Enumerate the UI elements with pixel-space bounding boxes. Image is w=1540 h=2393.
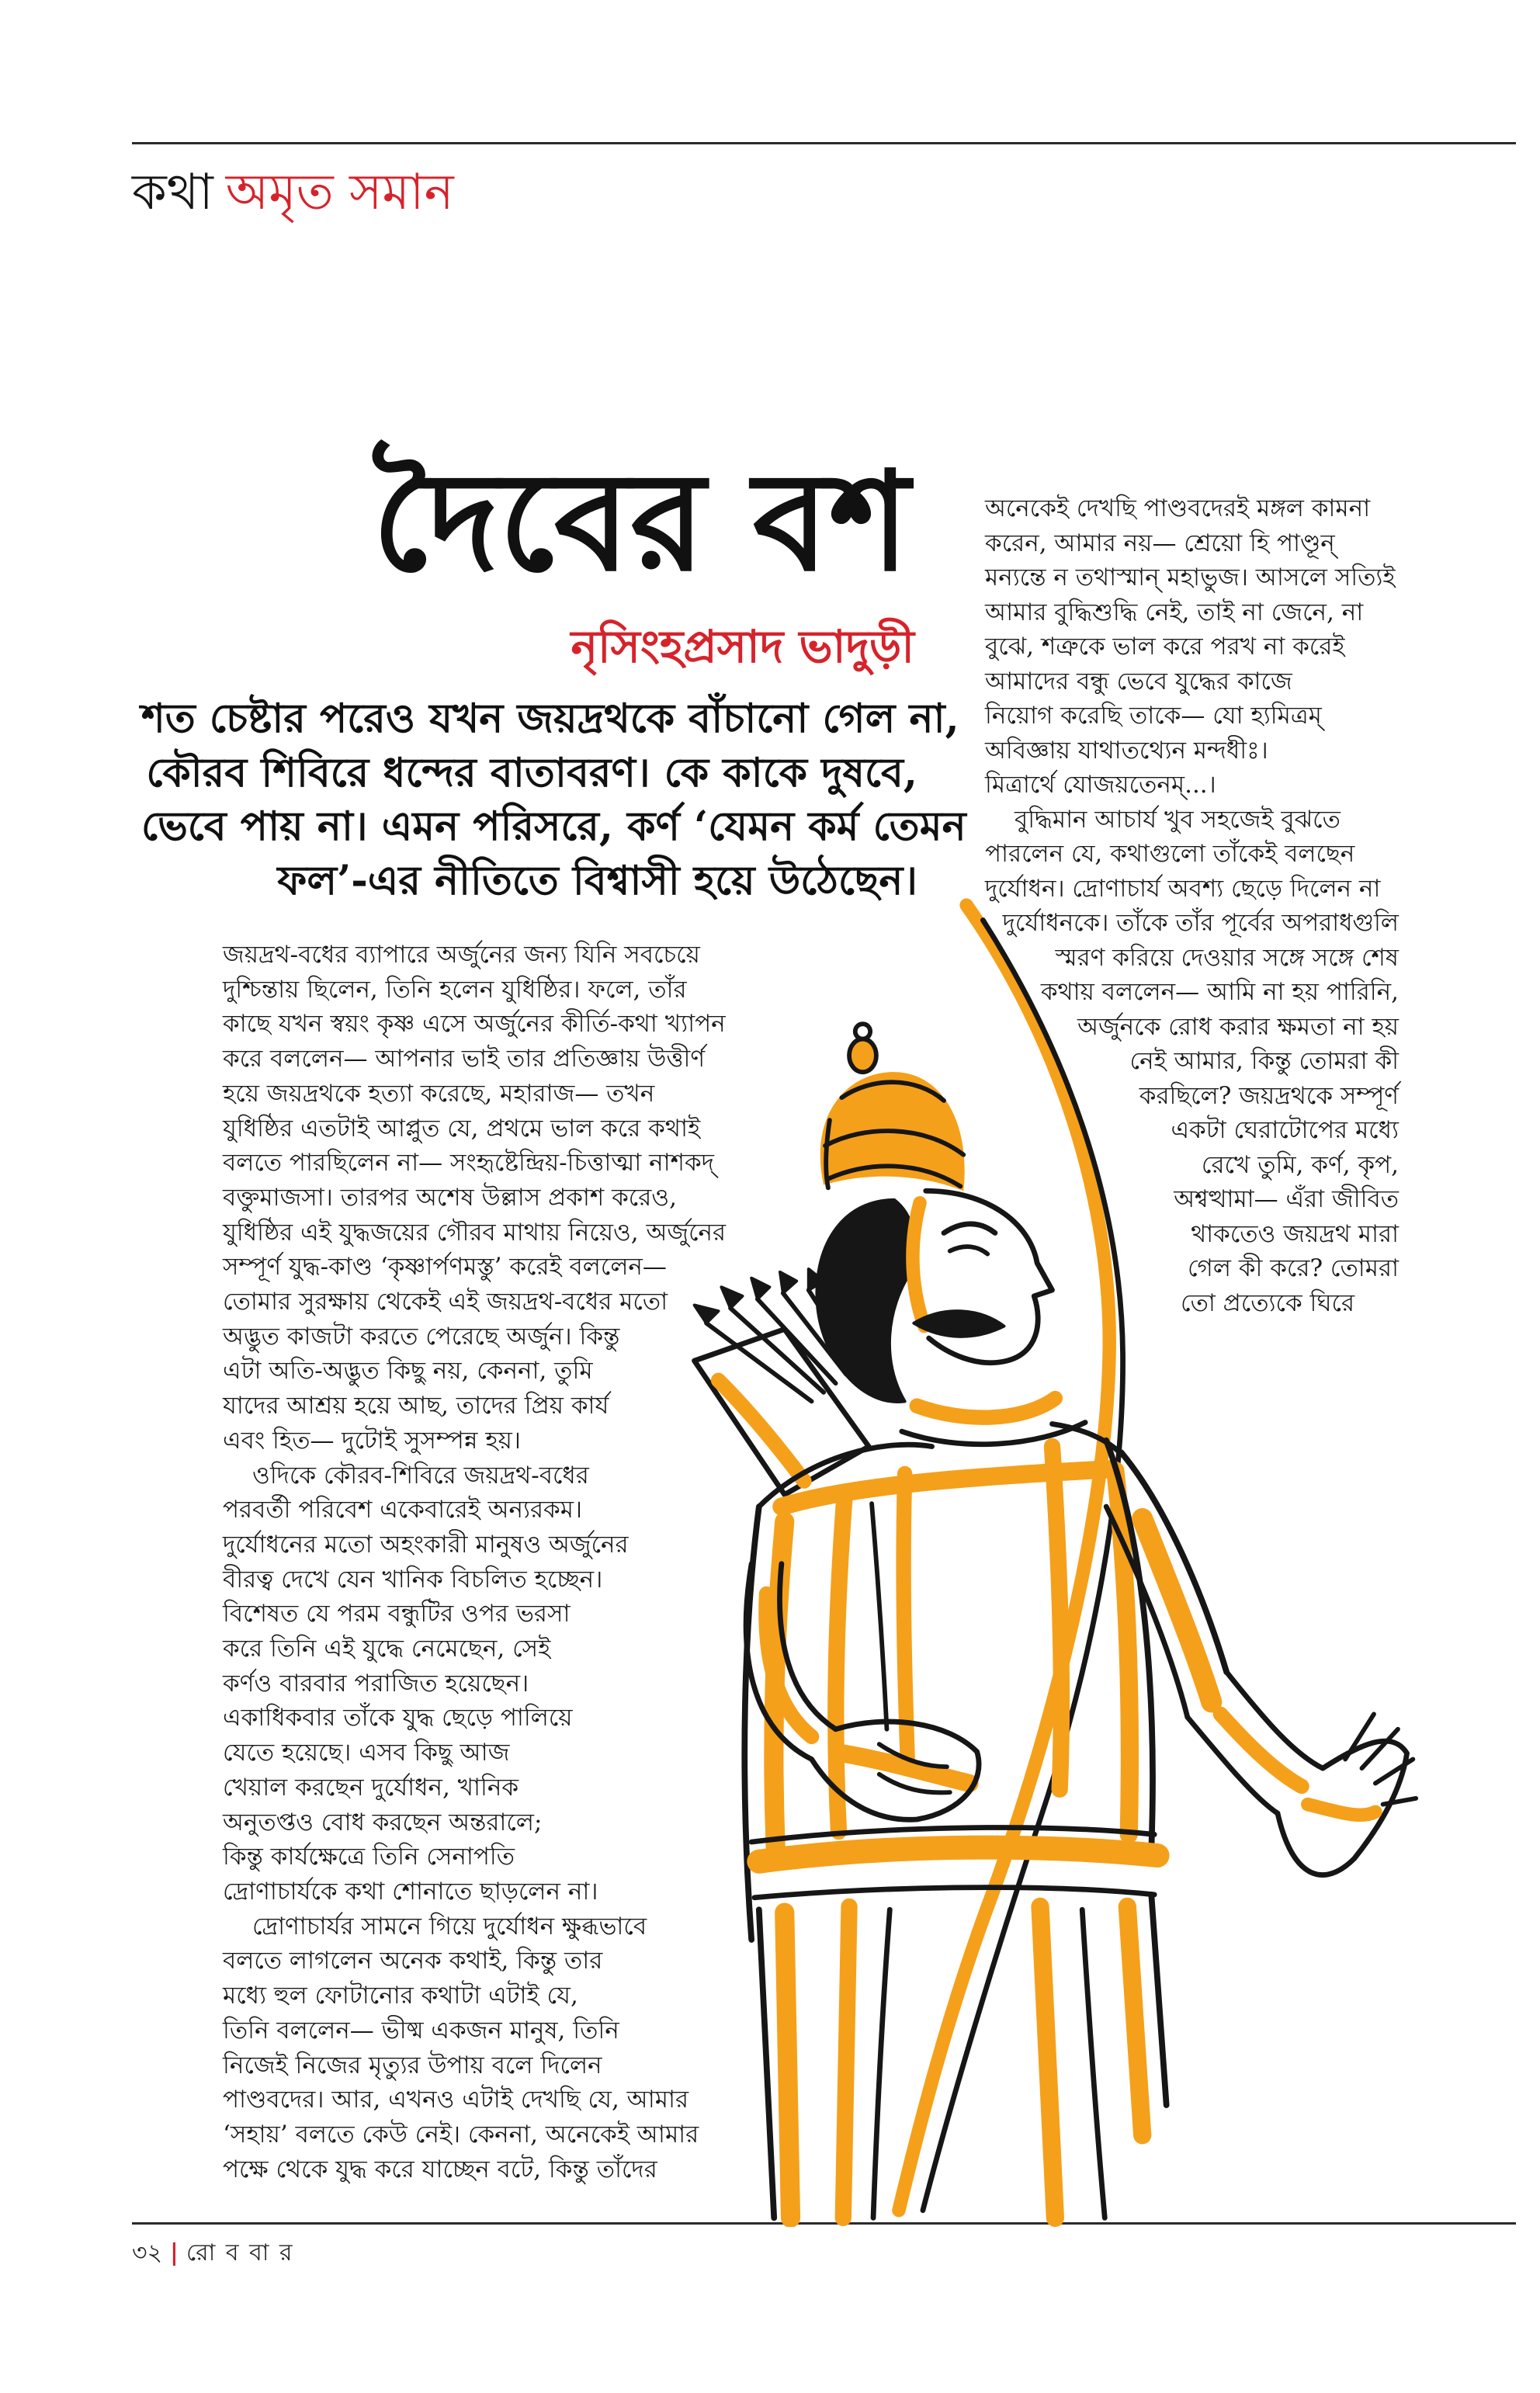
left-column-line: করে বললেন— আপনার ভাই তার প্রতিজ্ঞায় উত্তীর্ণ bbox=[223, 1045, 706, 1073]
left-column-paragraph-start: দ্রোণাচার্যর সামনে গিয়ে দুর্যোধন ক্ষুব্ধভাবে bbox=[252, 1912, 647, 1940]
right-column-line: নেই আমার, কিন্তু তোমরা কী bbox=[1129, 1047, 1399, 1075]
right-column-line: মিত্রার্থে যোজয়তেনম্...। bbox=[985, 771, 1216, 799]
right-column-line: অবিজ্ঞায় যাথাতথ্যেন মন্দধীঃ। bbox=[985, 736, 1268, 765]
left-column-line: মধ্যে হুল ফোটানোর কথাটা এটাই যে, bbox=[223, 1982, 578, 2010]
left-column-line: দুশ্চিন্তায় ছিলেন, তিনি হলেন যুধিষ্ঠির। ফলে, তাঁর bbox=[223, 975, 687, 1004]
eye bbox=[950, 1247, 987, 1254]
right-column-line: একটা ঘেরাটোপের মধ্যে bbox=[1171, 1116, 1399, 1144]
hair bbox=[817, 1200, 914, 1402]
left-column-line: তোমার সুরক্ষায় থেকেই এই জয়দ্রথ-বধের মতো bbox=[223, 1288, 668, 1316]
left-column-line: হয়ে জয়দ্রথকে হত্যা করেছে, মহারাজ— তখন bbox=[223, 1079, 655, 1108]
left-column-line: দ্রোণাচার্যকে কথা শোনাতে ছাড়লেন না। bbox=[223, 1877, 598, 1906]
article-author: নৃসিংহপ্রসাদ ভাদুড়ী bbox=[571, 620, 914, 673]
right-column-line: অশ্বত্থামা— এঁরা জীবিত bbox=[1174, 1185, 1399, 1213]
top-rule bbox=[132, 142, 1516, 144]
section-header-lead: কথা bbox=[132, 164, 213, 221]
left-column-paragraph-start: ওদিকে কৌরব-শিবিরে জয়দ্রথ-বধের bbox=[252, 1461, 589, 1490]
right-column-line: দুর্যোধনকে। তাঁকে তাঁর পূর্বের অপরাধগুলি bbox=[1002, 909, 1399, 937]
left-column-line: করে তিনি এই যুদ্ধে নেমেছেন, সেই bbox=[223, 1635, 551, 1663]
left-column-line: জয়দ্রথ-বধের ব্যাপারে অর্জুনের জন্য যিনি সবচেয়ে bbox=[223, 941, 700, 969]
left-column-line: অনুতপ্তও বোধ করছেন অন্তরালে; bbox=[223, 1808, 543, 1836]
section-header-highlight: অমৃত সমান bbox=[225, 164, 454, 221]
left-column-line: কর্ণও বারবার পরাজিত হয়েছেন। bbox=[223, 1669, 529, 1698]
right-column-line: মন্যন্তে ন তথাস্মান্ মহাভুজ। আসলে সত্যিই bbox=[985, 564, 1396, 591]
left-column-line: যুধিষ্ঠির এই যুদ্ধজয়ের গৌরব মাথায় নিয়েও, অর্জুনের bbox=[223, 1218, 727, 1247]
left-arm bbox=[746, 1564, 835, 1760]
left-column-line: বীরত্ব দেখে যেন খানিক বিচলিত হচ্ছেন। bbox=[223, 1565, 603, 1594]
left-column-line: পরবর্তী পরিবেশ একেবারেই অন্যরকম। bbox=[223, 1496, 583, 1524]
left-column-line: একাধিকবার তাঁকে যুদ্ধ ছেড়ে পালিয়ে bbox=[223, 1704, 573, 1732]
left-column-line: পাণ্ডবদের। আর, এখনও এটাই দেখছি যে, আমার bbox=[223, 2086, 689, 2114]
left-column-line: নিজেই নিজের মৃত্যুর উপায় বলে দিলেন bbox=[223, 2051, 602, 2079]
right-column-line: তো প্রত্যেকে ঘিরে bbox=[1181, 1288, 1355, 1317]
headdress bbox=[820, 1024, 965, 1191]
right-column-line: আমার বুদ্ধিশুদ্ধি নেই, তাই না জেনে, না bbox=[985, 598, 1364, 626]
left-column-line: যেতে হয়েছে। এসব কিছু আজ bbox=[223, 1739, 510, 1767]
intro-line: শত চেষ্টার পরেও যখন জয়দ্রথকে বাঁচানো গেল না, bbox=[141, 695, 959, 742]
left-column-line: এবং হিত— দুটোই সুসম্পন্ন হয়। bbox=[223, 1426, 521, 1455]
intro-line: কৌরব শিবিরে ধন্দের বাতাবরণ। কে কাকে দুষবে, bbox=[146, 748, 917, 796]
right-column-line: করছিলে? জয়দ্রথকে সম্পূর্ণ bbox=[1139, 1081, 1399, 1110]
page-footer bbox=[132, 2238, 294, 2269]
left-column-line: কাছে যখন স্বয়ং কৃষ্ণ এসে অর্জুনের কীর্তি-কথা খ্যাপন bbox=[223, 1010, 726, 1039]
left-column-line: অদ্ভুত কাজটা করতে পেরেছে অর্জুন। কিন্তু bbox=[223, 1322, 620, 1351]
section-header bbox=[132, 159, 454, 226]
right-column-paragraph-start: বুদ্ধিমান আচার্য খুব সহজেই বুঝতে bbox=[1015, 805, 1341, 834]
left-column-line: খেয়াল করছেন দুর্যোধন, খানিক bbox=[223, 1773, 519, 1802]
left-column-line: ‘সহায়’ বলতে কেউ নেই। কেননা, অনেকেই আমার bbox=[223, 2120, 699, 2148]
footer-separator: | bbox=[170, 2239, 179, 2266]
intro-line: ভেবে পায় না। এমন পরিসরে, কর্ণ ‘যেমন কর্ম তেমন bbox=[141, 803, 966, 851]
right-column-line: অর্জুনকে রোধ করার ক্ষমতা না হয় bbox=[1077, 1012, 1399, 1041]
left-column-line: বিশেষত যে পরম বন্ধুটির ওপর ভরসা bbox=[223, 1600, 571, 1628]
left-column-line: যাদের আশ্রয় হয়ে আছ, তাদের প্রিয় কার্য bbox=[223, 1392, 609, 1420]
article-title: দৈবের বশ bbox=[372, 441, 910, 602]
left-column-line: বক্তুমাজসা। তারপর অশেষ উল্লাস প্রকাশ করেও, bbox=[223, 1183, 677, 1212]
right-column-line: গেল কী করে? তোমরা bbox=[1187, 1254, 1399, 1282]
neck bbox=[917, 1399, 1055, 1418]
left-column-line: কিন্তু কার্যক্ষেত্রে তিনি সেনাপতি bbox=[223, 1843, 515, 1871]
left-column-line: তিনি বললেন— ভীষ্ম একজন মানুষ, তিনি bbox=[223, 2016, 619, 2044]
left-column-line: বলতে পারছিলেন না— সংহৃষ্টেন্দ্রিয়-চিত্তাত্মা নাশকদ্ bbox=[223, 1149, 714, 1177]
left-column-line: যুধিষ্ঠির এতটাই আপ্লুত যে, প্রথমে ভাল করে কথাই bbox=[223, 1114, 701, 1143]
magazine-name: রো ব বা র bbox=[186, 2239, 294, 2266]
right-column-line: থাকতেও জয়দ্রথ মারা bbox=[1191, 1219, 1399, 1248]
right-column-line: স্মরণ করিয়ে দেওয়ার সঙ্গে সঙ্গে শেষ bbox=[1055, 943, 1399, 972]
right-column-line: পারলেন যে, কথাগুলো তাঁকেই বলছেন bbox=[985, 840, 1355, 868]
article-intro bbox=[141, 692, 966, 907]
right-column-line: রেখে তুমি, কর্ণ, কৃপ, bbox=[1201, 1150, 1399, 1179]
dhoti bbox=[759, 1895, 1167, 2218]
right-arm bbox=[1106, 1452, 1323, 1813]
right-column-line: নিয়োগ করেছি তাকে— যো হ্যমিত্রম্ bbox=[985, 702, 1322, 730]
right-column-line: কথায় বললেন— আমি না হয় পারিনি, bbox=[1040, 978, 1399, 1006]
right-column bbox=[985, 491, 1399, 1320]
right-column-line: বুঝে, শত্রুকে ভাল করে পরখ না করেই bbox=[985, 633, 1345, 661]
left-column-line: সম্পূর্ণ যুদ্ধ-কাণ্ড ‘কৃষ্ণার্পণমস্তু’ করেই বললেন— bbox=[223, 1253, 667, 1281]
right-column-line: অনেকেই দেখছি পাণ্ডবদেরই মঙ্গল কামনা bbox=[985, 494, 1371, 522]
page-number: ৩২ bbox=[132, 2239, 163, 2266]
intro-line: ফল’-এর নীতিতে বিশ্বাসী হয়ে উঠেছেন। bbox=[277, 856, 917, 904]
left-column-line: দুর্যোধনের মতো অহংকারী মানুষও অর্জুনের bbox=[223, 1530, 629, 1559]
left-column-line: বলতে লাগলেন অনেক কথাই, কিন্তু তার bbox=[223, 1947, 603, 1975]
left-column bbox=[223, 938, 735, 2187]
right-column-line: করেন, আমার নয়— শ্রেয়ো হি পাণ্ডূন্ bbox=[985, 529, 1335, 557]
left-column-line: পক্ষে থেকে যুদ্ধ করে যাচ্ছেন বটে, কিন্তু তাঁদের bbox=[223, 2155, 657, 2183]
right-column-line: আমাদের বন্ধু ভেবে যুদ্ধের কাজে bbox=[985, 667, 1292, 695]
right-column-line: দুর্যোধন। দ্রোণাচার্য অবশ্য ছেড়ে দিলেন না bbox=[985, 874, 1381, 903]
waist-belt bbox=[751, 1827, 1157, 1897]
open-hand bbox=[1278, 1714, 1416, 1875]
left-column-line: এটা অতি-অদ্ভুত কিছু নয়, কেননা, তুমি bbox=[223, 1357, 593, 1386]
